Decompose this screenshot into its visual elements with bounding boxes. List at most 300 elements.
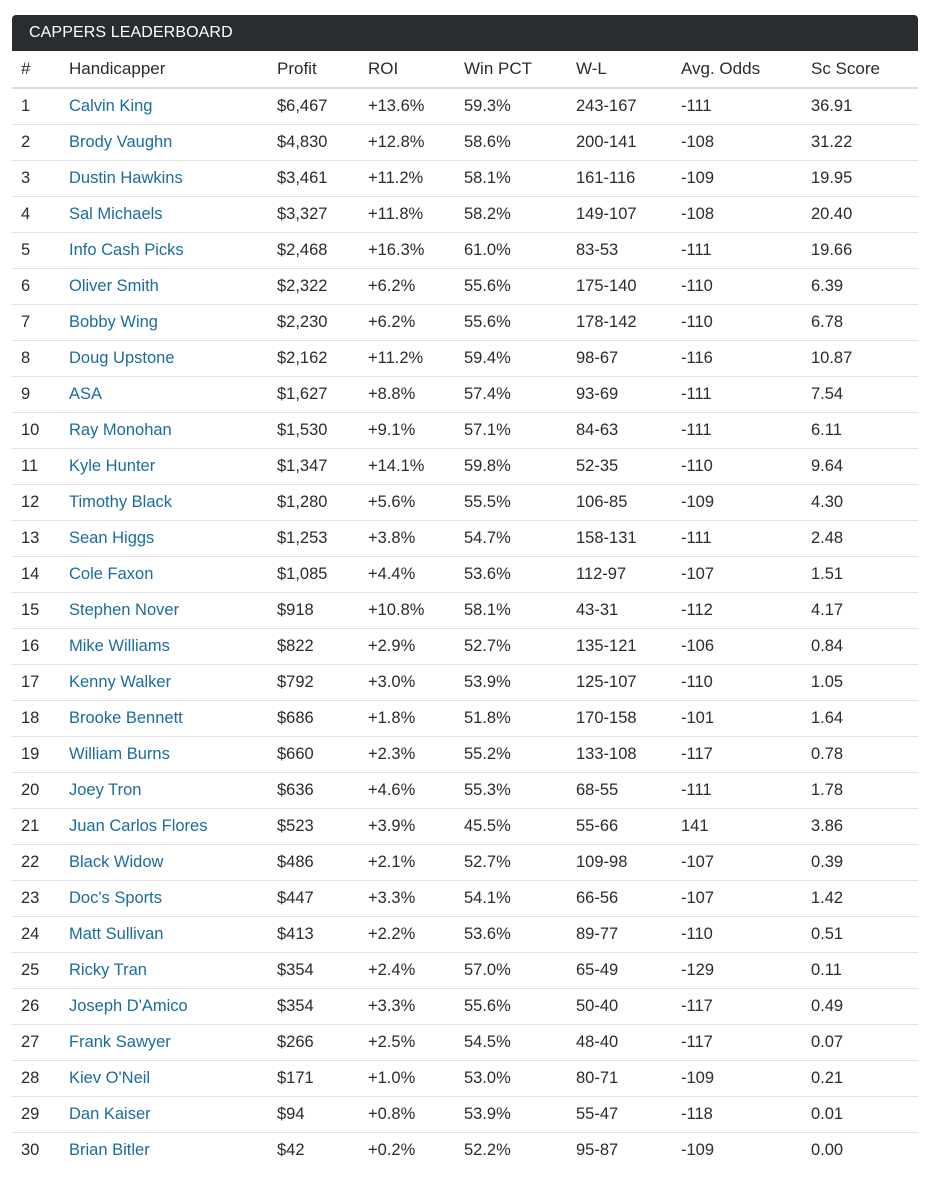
handicapper-link[interactable]: Doug Upstone [69, 349, 175, 367]
w-l-cell: 95-87 [576, 1141, 619, 1159]
avg-odds-cell: -110 [681, 305, 811, 341]
table-row [12, 269, 918, 305]
handicapper-link[interactable]: Ray Monohan [69, 421, 172, 439]
sc-score-cell: 6.11 [811, 413, 918, 449]
profit-cell: $686 [277, 701, 368, 737]
handicapper-cell [69, 737, 277, 773]
roi-cell: +8.8% [368, 377, 464, 413]
column-header-sc-score[interactable]: Sc Score [811, 51, 918, 88]
win-pct-cell: 59.3% [464, 88, 576, 125]
win-pct-cell: 53.6% [464, 917, 576, 953]
w-l-cell: 89-77 [576, 917, 681, 953]
handicapper-link[interactable]: Calvin King [69, 97, 153, 115]
handicapper-cell [69, 773, 277, 809]
sc-score-cell: 19.95 [811, 161, 918, 197]
profit-cell: $1,530 [277, 413, 368, 449]
win-pct-cell: 59.4% [464, 341, 576, 377]
roi-cell: +2.1% [368, 845, 464, 881]
w-l-cell: 43-31 [576, 593, 681, 629]
rank-cell: 19 [12, 737, 69, 773]
avg-odds-cell: -118 [681, 1097, 811, 1133]
sc-score-cell: 20.40 [811, 197, 918, 233]
handicapper-link[interactable]: Oliver Smith [69, 277, 159, 295]
handicapper-link[interactable]: Kyle Hunter [69, 457, 156, 475]
avg-odds-cell: -110 [681, 269, 811, 305]
sc-score-cell: 1.51 [811, 557, 918, 593]
roi-cell: +6.2% [368, 305, 464, 341]
rank-cell: 5 [12, 233, 69, 269]
profit-cell: $523 [277, 809, 368, 845]
rank-cell: 7 [12, 305, 69, 341]
handicapper-link[interactable]: Brian Bitler [69, 1141, 150, 1159]
table-row [12, 665, 918, 701]
table-row [12, 845, 918, 881]
rank-cell: 23 [12, 881, 69, 917]
win-pct-cell: 55.3% [464, 773, 576, 809]
handicapper-link[interactable]: Info Cash Picks [69, 241, 184, 259]
roi-cell: +2.2% [368, 917, 464, 953]
roi-cell: +4.4% [368, 557, 464, 593]
handicapper-link[interactable]: ASA [69, 385, 103, 403]
w-l-cell: 83-53 [576, 233, 681, 269]
avg-odds-cell: -117 [681, 737, 811, 773]
sc-score-cell: 0.11 [811, 953, 918, 989]
w-l-cell: 125-107 [576, 665, 681, 701]
avg-odds-cell: -107 [681, 881, 811, 917]
profit-cell: $4,830 [277, 125, 368, 161]
handicapper-link[interactable]: Black Widow [69, 853, 164, 871]
table-row [12, 413, 918, 449]
w-l-cell: 52-35 [576, 449, 681, 485]
roi-cell: +13.6% [368, 88, 464, 125]
avg-odds-cell: -111 [681, 377, 811, 413]
sc-score-cell: 0.49 [811, 989, 918, 1025]
table-row [12, 305, 918, 341]
sc-score-cell: 1.64 [811, 701, 918, 737]
table-row [12, 629, 918, 665]
table-row [12, 449, 918, 485]
table-row [12, 809, 918, 845]
win-pct-cell: 57.1% [464, 413, 576, 449]
avg-odds-cell: -129 [681, 953, 811, 989]
handicapper-link[interactable]: Kiev O'Neil [69, 1069, 151, 1087]
avg-odds-cell: -101 [681, 701, 811, 737]
handicapper-cell [69, 989, 277, 1025]
table-row [12, 1133, 918, 1169]
table-row [12, 1097, 918, 1133]
profit-cell: $2,162 [277, 341, 368, 377]
win-pct-cell: 52.7% [464, 629, 576, 665]
handicapper-link[interactable]: Mike Williams [69, 637, 170, 655]
sc-score-cell: 4.17 [811, 593, 918, 629]
rank-cell: 17 [12, 665, 69, 701]
win-pct-cell: 55.5% [464, 485, 576, 521]
win-pct-cell: 52.7% [464, 845, 576, 881]
rank-cell: 3 [12, 161, 69, 197]
handicapper-cell [69, 485, 277, 521]
win-pct-cell: 55.6% [464, 305, 576, 341]
w-l-cell: 200-141 [576, 125, 681, 161]
win-pct-cell: 61.0% [464, 233, 576, 269]
handicapper-cell [69, 917, 277, 953]
win-pct-cell: 53.9% [464, 1097, 576, 1133]
avg-odds-cell: -106 [681, 629, 811, 665]
roi-cell: +5.6% [368, 485, 464, 521]
table-row [12, 701, 918, 737]
roi-cell: +2.4% [368, 953, 464, 989]
handicapper-link[interactable]: Brody Vaughn [69, 133, 173, 151]
rank-cell: 1 [12, 88, 69, 125]
roi-cell: +3.0% [368, 665, 464, 701]
roi-cell: +0.2% [368, 1141, 416, 1159]
w-l-cell: 109-98 [576, 845, 681, 881]
w-l-cell: 55-47 [576, 1097, 681, 1133]
roi-cell: +12.8% [368, 125, 464, 161]
win-pct-cell: 55.6% [464, 989, 576, 1025]
roi-cell: +16.3% [368, 233, 464, 269]
profit-cell: $1,085 [277, 557, 368, 593]
handicapper-link[interactable]: Kenny Walker [69, 673, 172, 691]
sc-score-cell: 2.48 [811, 521, 918, 557]
handicapper-cell [69, 629, 277, 665]
win-pct-cell: 57.4% [464, 377, 576, 413]
avg-odds-cell: -111 [681, 773, 811, 809]
roi-cell: +2.9% [368, 629, 464, 665]
handicapper-cell [69, 413, 277, 449]
sc-score-cell: 9.64 [811, 449, 918, 485]
rank-cell: 9 [12, 377, 69, 413]
profit-cell: $636 [277, 773, 368, 809]
handicapper-cell [69, 521, 277, 557]
roi-cell: +6.2% [368, 269, 464, 305]
rank-cell: 26 [12, 989, 69, 1025]
sc-score-cell: 6.78 [811, 305, 918, 341]
avg-odds-cell: -107 [681, 845, 811, 881]
avg-odds-cell: -108 [681, 125, 811, 161]
rank-cell: 20 [12, 773, 69, 809]
roi-cell: +4.6% [368, 773, 464, 809]
handicapper-link[interactable]: Frank Sawyer [69, 1033, 171, 1051]
table-row [12, 521, 918, 557]
profit-cell: $94 [277, 1097, 368, 1133]
profit-cell: $2,468 [277, 233, 368, 269]
rank-cell: 15 [12, 593, 69, 629]
roi-cell: +11.2% [368, 341, 464, 377]
handicapper-cell [69, 665, 277, 701]
w-l-cell: 133-108 [576, 737, 681, 773]
handicapper-cell [69, 197, 277, 233]
rank-cell: 12 [12, 485, 69, 521]
sc-score-cell: 4.30 [811, 485, 918, 521]
w-l-cell: 84-63 [576, 413, 681, 449]
profit-cell: $822 [277, 629, 368, 665]
avg-odds-cell: -110 [681, 665, 811, 701]
column-header-handicapper[interactable]: Handicapper [69, 51, 277, 88]
sc-score-cell: 10.87 [811, 341, 918, 377]
handicapper-link[interactable]: Juan Carlos Flores [69, 817, 208, 835]
sc-score-cell: 19.66 [811, 233, 918, 269]
handicapper-link[interactable]: Stephen Nover [69, 601, 180, 619]
rank-cell: 4 [12, 197, 69, 233]
rank-cell: 29 [12, 1097, 69, 1133]
table-row [12, 341, 918, 377]
handicapper-link[interactable]: Sean Higgs [69, 529, 155, 547]
sc-score-cell: 6.39 [811, 269, 918, 305]
profit-cell: $1,253 [277, 521, 368, 557]
handicapper-link[interactable]: William Burns [69, 745, 170, 763]
roi-cell: +3.8% [368, 521, 464, 557]
win-pct-cell: 54.7% [464, 521, 576, 557]
rank-cell: 13 [12, 521, 69, 557]
rank-cell: 18 [12, 701, 69, 737]
handicapper-link[interactable]: Ricky Tran [69, 961, 147, 979]
profit-cell: $660 [277, 737, 368, 773]
sc-score-cell: 1.42 [811, 881, 918, 917]
w-l-cell: 50-40 [576, 989, 681, 1025]
table-row [12, 917, 918, 953]
rank-cell: 30 [21, 1141, 40, 1159]
leaderboard-table [12, 51, 918, 1168]
roi-cell: +9.1% [368, 413, 464, 449]
table-row [12, 197, 918, 233]
sc-score-cell: 0.07 [811, 1025, 918, 1061]
handicapper-cell [69, 233, 277, 269]
handicapper-link[interactable]: Sal Michaels [69, 205, 163, 223]
table-row [12, 233, 918, 269]
rank-cell: 8 [12, 341, 69, 377]
w-l-cell: 178-142 [576, 305, 681, 341]
profit-cell: $266 [277, 1025, 368, 1061]
avg-odds-cell: -107 [681, 557, 811, 593]
profit-cell: $2,322 [277, 269, 368, 305]
rank-cell: 21 [12, 809, 69, 845]
w-l-cell: 243-167 [576, 88, 681, 125]
table-header-row [12, 51, 918, 88]
roi-cell: +3.3% [368, 881, 464, 917]
handicapper-link[interactable]: Dustin Hawkins [69, 169, 183, 187]
column-header-rank[interactable]: # [12, 51, 69, 88]
avg-odds-cell: -109 [681, 161, 811, 197]
handicapper-cell [69, 341, 277, 377]
avg-odds-cell: -117 [681, 989, 811, 1025]
profit-cell: $354 [277, 953, 368, 989]
handicapper-cell [69, 305, 277, 341]
w-l-cell: 55-66 [576, 809, 681, 845]
handicapper-link[interactable]: Joey Tron [69, 781, 142, 799]
avg-odds-cell: 141 [681, 809, 811, 845]
handicapper-cell [69, 1025, 277, 1061]
profit-cell: $447 [277, 881, 368, 917]
win-pct-cell: 51.8% [464, 701, 576, 737]
handicapper-cell [69, 1133, 277, 1169]
profit-cell: $792 [277, 665, 368, 701]
win-pct-cell: 54.1% [464, 881, 576, 917]
sc-score-cell: 1.78 [811, 773, 918, 809]
table-row [12, 989, 918, 1025]
win-pct-cell: 58.1% [464, 593, 576, 629]
profit-cell: $918 [277, 593, 368, 629]
table-row [12, 88, 918, 125]
roi-cell: +2.5% [368, 1025, 464, 1061]
win-pct-cell: 55.6% [464, 269, 576, 305]
w-l-cell: 98-67 [576, 341, 681, 377]
avg-odds-cell: -109 [681, 485, 811, 521]
table-row [12, 737, 918, 773]
avg-odds-cell: -111 [681, 521, 811, 557]
w-l-cell: 161-116 [576, 161, 681, 197]
column-header-avg-odds[interactable]: Avg. Odds [681, 51, 811, 88]
handicapper-cell [69, 953, 277, 989]
profit-cell: $354 [277, 989, 368, 1025]
avg-odds-cell: -108 [681, 197, 811, 233]
w-l-cell: 48-40 [576, 1025, 681, 1061]
w-l-cell: 80-71 [576, 1061, 681, 1097]
avg-odds-cell: -116 [681, 341, 811, 377]
rank-cell: 6 [12, 269, 69, 305]
handicapper-cell [69, 125, 277, 161]
win-pct-cell: 54.5% [464, 1025, 576, 1061]
sc-score-cell: 7.54 [811, 377, 918, 413]
w-l-cell: 93-69 [576, 377, 681, 413]
handicapper-cell [69, 88, 277, 125]
profit-cell: $42 [277, 1141, 305, 1159]
cappers-leaderboard [12, 15, 918, 1168]
table-row [12, 953, 918, 989]
sc-score-cell: 31.22 [811, 125, 918, 161]
handicapper-link[interactable]: Cole Faxon [69, 565, 154, 583]
handicapper-link[interactable]: Brooke Bennett [69, 709, 183, 727]
w-l-cell: 149-107 [576, 197, 681, 233]
avg-odds-cell: -110 [681, 449, 811, 485]
handicapper-cell [69, 593, 277, 629]
win-pct-cell: 52.2% [464, 1141, 511, 1159]
rank-cell: 25 [12, 953, 69, 989]
table-row [12, 377, 918, 413]
roi-cell: +3.3% [368, 989, 464, 1025]
win-pct-cell: 53.6% [464, 557, 576, 593]
column-header-win-pct[interactable]: Win PCT [464, 51, 576, 88]
w-l-cell: 106-85 [576, 485, 681, 521]
table-row [12, 1025, 918, 1061]
avg-odds-cell: -111 [681, 88, 811, 125]
handicapper-link[interactable]: Matt Sullivan [69, 925, 164, 943]
rank-cell: 11 [12, 449, 69, 485]
sc-score-cell: 0.00 [811, 1141, 844, 1159]
profit-cell: $6,467 [277, 88, 368, 125]
avg-odds-cell: -112 [681, 593, 811, 629]
handicapper-link[interactable]: Doc's Sports [69, 889, 163, 907]
win-pct-cell: 45.5% [464, 809, 576, 845]
handicapper-cell [69, 377, 277, 413]
rank-cell: 24 [12, 917, 69, 953]
w-l-cell: 170-158 [576, 701, 681, 737]
w-l-cell: 175-140 [576, 269, 681, 305]
profit-cell: $486 [277, 845, 368, 881]
handicapper-cell [69, 845, 277, 881]
rank-cell: 10 [12, 413, 69, 449]
roi-cell: +11.2% [368, 161, 464, 197]
handicapper-cell [69, 1061, 277, 1097]
w-l-cell: 68-55 [576, 773, 681, 809]
roi-cell: +10.8% [368, 593, 464, 629]
sc-score-cell: 0.78 [811, 737, 918, 773]
roi-cell: +14.1% [368, 449, 464, 485]
table-body [12, 88, 918, 1168]
sc-score-cell: 36.91 [811, 88, 918, 125]
roi-cell: +2.3% [368, 737, 464, 773]
leaderboard-title: CAPPERS LEADERBOARD [12, 15, 918, 51]
rank-cell: 22 [12, 845, 69, 881]
win-pct-cell: 57.0% [464, 953, 576, 989]
profit-cell: $1,280 [277, 485, 368, 521]
table-row [12, 161, 918, 197]
rank-cell: 28 [12, 1061, 69, 1097]
w-l-cell: 112-97 [576, 557, 681, 593]
sc-score-cell: 0.01 [811, 1097, 918, 1133]
column-header-profit[interactable]: Profit [277, 51, 368, 88]
avg-odds-cell: -109 [681, 1141, 715, 1159]
roi-cell: +1.0% [368, 1061, 464, 1097]
win-pct-cell: 58.2% [464, 197, 576, 233]
table-row [12, 557, 918, 593]
win-pct-cell: 55.2% [464, 737, 576, 773]
handicapper-cell [69, 1097, 277, 1133]
handicapper-cell [69, 701, 277, 737]
table-row [12, 773, 918, 809]
column-header-w-l[interactable]: W-L [576, 51, 681, 88]
handicapper-link[interactable]: Timothy Black [69, 493, 172, 511]
handicapper-link[interactable]: Bobby Wing [69, 313, 158, 331]
table-row [12, 1061, 918, 1097]
roi-cell: +11.8% [368, 197, 464, 233]
sc-score-cell: 0.51 [811, 917, 918, 953]
sc-score-cell: 3.86 [811, 809, 918, 845]
avg-odds-cell: -111 [681, 413, 811, 449]
avg-odds-cell: -111 [681, 233, 811, 269]
handicapper-link[interactable]: Dan Kaiser [69, 1105, 151, 1123]
w-l-cell: 65-49 [576, 953, 681, 989]
table-row [12, 881, 918, 917]
sc-score-cell: 1.05 [811, 665, 918, 701]
sc-score-cell: 0.21 [811, 1061, 918, 1097]
table-row [12, 485, 918, 521]
rank-cell: 2 [12, 125, 69, 161]
avg-odds-cell: -117 [681, 1025, 811, 1061]
handicapper-cell [69, 269, 277, 305]
column-header-roi[interactable]: ROI [368, 51, 464, 88]
profit-cell: $1,347 [277, 449, 368, 485]
roi-cell: +0.8% [368, 1097, 464, 1133]
profit-cell: $2,230 [277, 305, 368, 341]
win-pct-cell: 53.0% [464, 1061, 576, 1097]
profit-cell: $171 [277, 1061, 368, 1097]
win-pct-cell: 58.6% [464, 125, 576, 161]
handicapper-cell [69, 449, 277, 485]
w-l-cell: 158-131 [576, 521, 681, 557]
profit-cell: $3,461 [277, 161, 368, 197]
handicapper-cell [69, 881, 277, 917]
handicapper-link[interactable]: Joseph D'Amico [69, 997, 188, 1015]
sc-score-cell: 0.39 [811, 845, 918, 881]
rank-cell: 27 [12, 1025, 69, 1061]
table-row [12, 593, 918, 629]
handicapper-cell [69, 809, 277, 845]
win-pct-cell: 53.9% [464, 665, 576, 701]
avg-odds-cell: -109 [681, 1061, 811, 1097]
rank-cell: 16 [12, 629, 69, 665]
win-pct-cell: 59.8% [464, 449, 576, 485]
win-pct-cell: 58.1% [464, 161, 576, 197]
